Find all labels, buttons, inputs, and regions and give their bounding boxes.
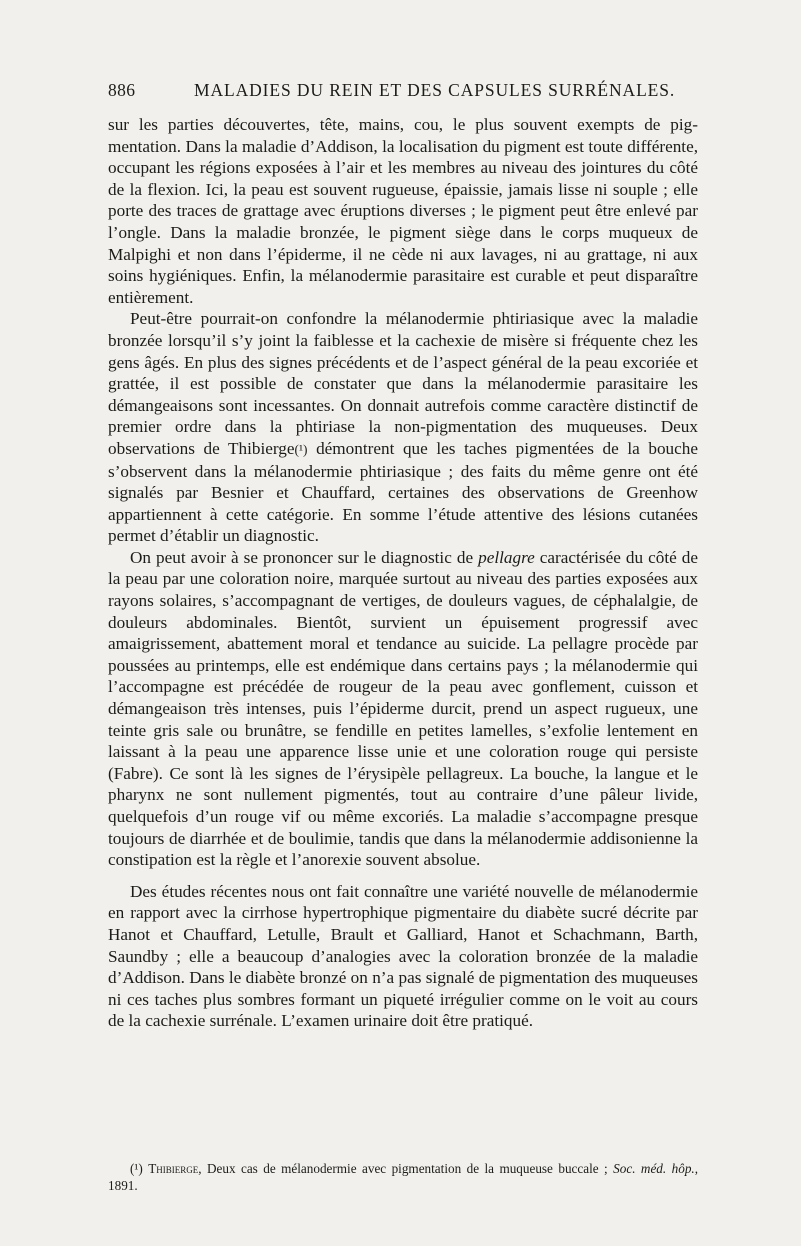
paragraph-2 — [108, 308, 698, 547]
paragraph-2-text-start: Peut-être pourrait-on confondre la mélanodermie phtiriasique avec la maladie bronzée lorsqu’il s’y joint la faiblesse et la cachexie de misère si fréquente chez les gens âgés. En plus des signes précédents et de l’aspect général de la peau excoriée et grattée, il est possible de constater que dans la mélanodermie parasitaire les démangeaisons sont incessantes. On donnait autrefois comme caractère distinctif de premier ordre dans la phtiriase la non-pigmentation des muqueuses. Deux observations de Thibierge — [108, 309, 698, 458]
paragraph-4-text: Des études récentes nous ont fait connaître une variété nouvelle de mélanodermie en rapport avec la cirrhose hypertrophique pigmentaire du diabète sucré décrite par Hanot et Chauffard, Letulle, Brault et Galliard, Hanot et Schachmann, Barth, Saundby ; elle a beaucoup d’analogies avec la coloration bronzée de la maladie d’Addison. Dans le diabète bronzé on n’a pas signalé de pigmentation des muqueuses ni ces taches plus sombres formant un piqueté irrégulier comme on le voit au cours de la cachexie surrénale. L’examen urinaire doit être pratiqué. — [108, 881, 698, 1031]
running-header — [108, 80, 698, 106]
footnote-author: Thibierge — [148, 1161, 199, 1176]
paragraph-3-text-end: caractérisée du côté de la peau par une coloration noire, marquée surtout au niveau des parties exposées aux rayons solaires, s’accompagnant de vertiges, de douleurs vagues, de céphalalgie, de douleurs abdominales. Bientôt, survient un épuisement progressif avec amaigrissement, abattement moral et tendance au suicide. La pellagre procède par poussées au printemps, elle est endémique dans certains pays ; la mélanodermie qui l’accompagne est précédée de rougeur de la peau avec gonflement, cuisson et démangeaison très intenses, puis l’épiderme durcit, prend un aspect rugueux, une teinte gris sale ou brunâtre, se fendille en petites lamelles, s’exfolie lentement en laissant à la peau une apparence lisse unie et une coloration rouge qui persiste (Fabre). Ce sont là les signes de l’érysipèle pellagreux. La bouche, la langue et le pharynx ne sont nullement pigmentés, tout au contraire d’une pâleur livide, quelquefois d’un rouge vif ou même excoriés. La maladie s’accompagne presque toujours de diarrhée et de boulimie, tandis que dans la mélanodermie addisonienne la constipation est la règle et l’anorexie souvent absolue. — [108, 547, 699, 870]
footnote-text — [108, 1160, 698, 1194]
footnote-reference[interactable]: (¹) — [294, 441, 308, 457]
footnote-source: Soc. méd. hôp. — [613, 1161, 695, 1176]
paragraph-1-text: sur les parties découvertes, tête, mains, cou, le plus souvent exempts de pigmentation. Dans la maladie d’Addison, la localisation du pigment est toute différente, occupant les régions exposées à l’air et les membres au niveau des jointures du côté de la flexion. Ici, la peau est souvent rugueuse, épaissie, jamais lisse ni souple ; elle porte des traces de grattage avec éruptions diverses ; le pigment peut être enlevé par l’ongle. Dans la maladie bronzée, le pigment siège dans le corps muqueux de Malpighi et non dans l’épiderme, il ne cède ni aux lavages, ni au grattage, ni aux soins hygiéniques. Enfin, la mélanodermie parasitaire est curable et peut disparaître entièrement. — [108, 115, 698, 307]
footnote — [108, 1160, 698, 1194]
paragraph-3 — [108, 547, 698, 871]
pellagre-term: pellagre — [478, 547, 535, 567]
paragraph-4 — [108, 881, 698, 1032]
footnote-marker: (¹) — [130, 1161, 143, 1176]
running-title: MALADIES DU REIN ET DES CAPSULES SURRÉNALES. — [194, 80, 676, 100]
page-number: 886 — [108, 80, 136, 100]
main-text — [108, 114, 698, 1032]
paragraph-1 — [108, 114, 698, 308]
paragraph-2-text-end: démontrent que les taches pigmentées de la bouche s’observent dans la mélanodermie phtiriasique ; des faits du même genre ont été signalés par Besnier et Chauffard, certaines des observations de Greenhow appartiennent à cette catégorie. En somme l’étude attentive des lésions cutanées permet d’établir un diagnostic. — [108, 438, 698, 546]
footnote-title: , Deux cas de mélanodermie avec pigmentation de la muqueuse buccale ; — [198, 1161, 614, 1176]
footnote-year: , 1891. — [108, 1161, 699, 1193]
paragraph-3-text-start: On peut avoir à se prononcer sur le diagnostic de — [130, 547, 479, 567]
